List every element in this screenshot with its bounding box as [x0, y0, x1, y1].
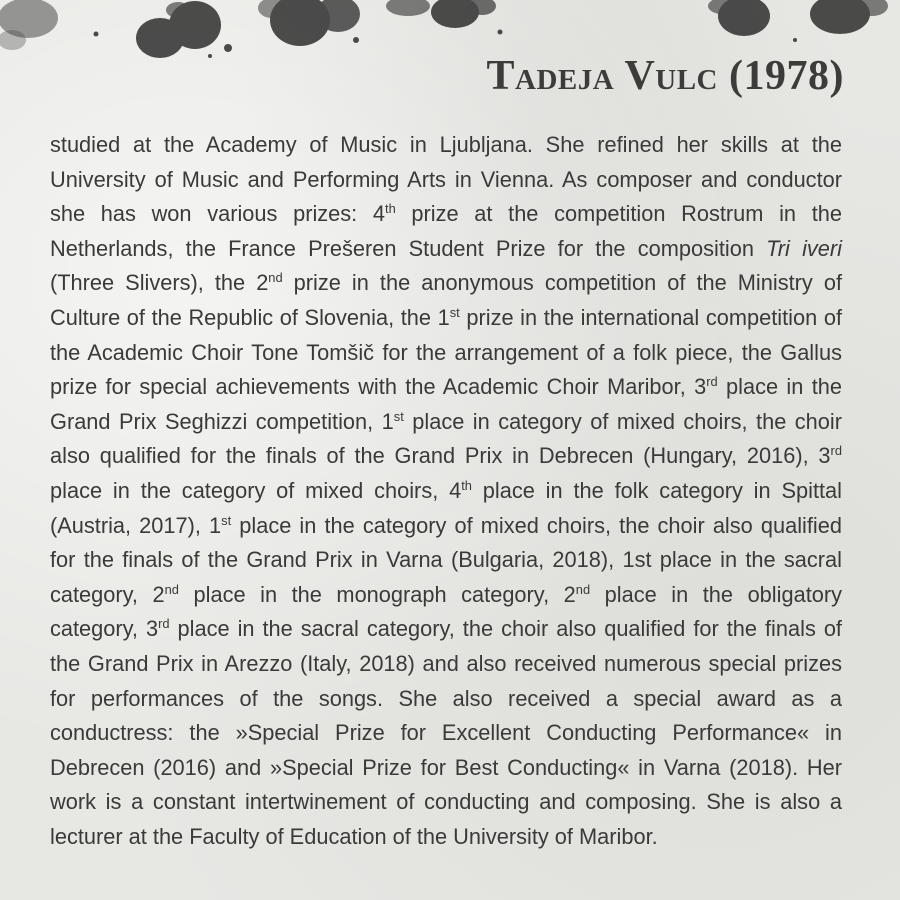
bio-text: prize at the competition Rostrum in the Netherlands, the France Prešeren Student Prize for the composition [50, 201, 842, 261]
ordinal-suffix: th [385, 201, 396, 217]
title-name: Tadeja Vulc [486, 53, 719, 99]
ordinal-suffix: st [221, 512, 232, 528]
ordinal-suffix: st [393, 408, 404, 424]
ordinal-suffix: rd [830, 443, 842, 459]
ordinal-suffix: rd [706, 374, 718, 390]
ordinal-suffix: th [461, 477, 472, 493]
bio-text: place in the folk category in Spittal (Austria, 2017), 1 [50, 477, 843, 538]
bio-text: studied at the Academy of Music in Ljubljana. She refined her skills at the University of Music and Performing Arts in Vienna. As composer and conductor she has won various prizes: 4 [50, 132, 842, 227]
ordinal-suffix: rd [158, 616, 170, 632]
biography-paragraph [50, 128, 842, 854]
ordinal-suffix: nd [164, 581, 179, 597]
bio-text: place in the category of mixed choirs, the choir also qualified for the finals of the Grand Prix in Varna (Bulgaria, 2018), 1st place in the sacral category, 2 [50, 512, 843, 607]
title-years: (1978) [729, 53, 844, 99]
bio-text: place in the Grand Prix Seghizzi competition, 1 [50, 374, 843, 434]
bio-text: prize in the international competition of the Academic Choir Tone Tomšič for the arrangement of a folk piece, the Gallus prize for special achievements with the Academic Choir Maribor, 3 [50, 304, 842, 400]
ordinal-suffix: st [449, 304, 460, 320]
composition-title: Tri iveri [766, 235, 842, 261]
bio-text: prize in the anonymous competition of the Ministry of Culture of the Republic of Slovenia, the 1 [50, 270, 842, 330]
ordinal-suffix: nd [268, 270, 283, 286]
bio-text: place in the sacral category, the choir also qualified for the finals of the Grand Prix in Arezzo (Italy, 2018) and also received numerous special prizes for performances of the songs. She also received a special award as a conductress: the »Special Prize for Excellent Conducting Performance« in Debrecen (2016) and »Special Prize for Best Conducting« in Varna (2018). Her work is a constant intertwinement of conducting and composing. She is also a lecturer at the Faculty of Education of the University of Maribor. [50, 616, 842, 849]
page-title [487, 48, 844, 104]
bio-text: place in the category of mixed choirs, 4 [50, 477, 462, 503]
bio-text: place in the obligatory category, 3 [50, 581, 843, 642]
ordinal-suffix: nd [575, 581, 591, 597]
bio-text: place in the monograph category, 2 [178, 581, 576, 607]
bio-text: (Three Slivers), the 2 [50, 270, 269, 296]
bio-text: place in category of mixed choirs, the choir also qualified for the finals of the Grand Prix in Debrecen (Hungary, 2016), 3 [50, 408, 842, 469]
